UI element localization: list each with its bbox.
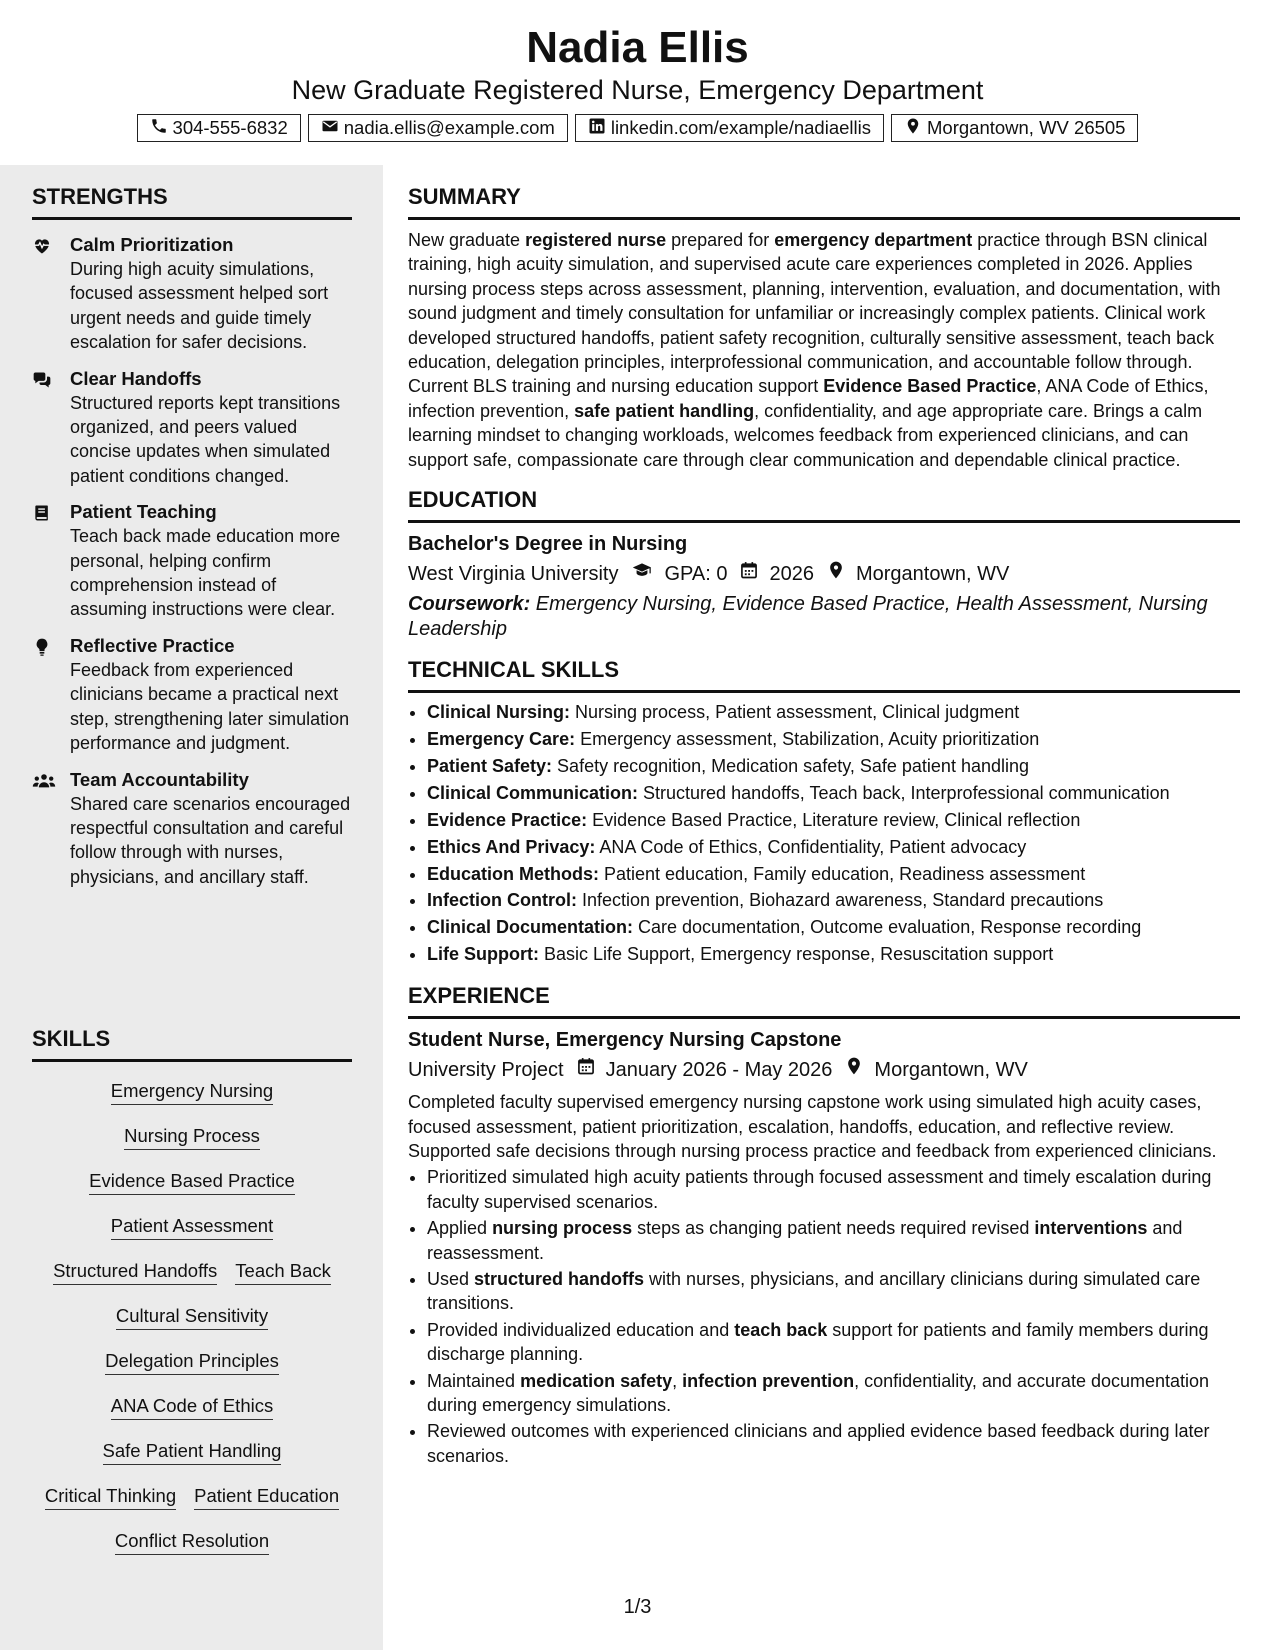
skill-tag: Cultural Sensitivity	[116, 1304, 268, 1330]
text-run: support for patients and family members during discharge planning.	[427, 1319, 1209, 1365]
bold-text: structured handoffs	[474, 1268, 645, 1289]
bold-text: medication safety	[520, 1370, 673, 1391]
strength-desc: Feedback from experienced clinicians became a practical next step, strengthening later simulation performance and judgment.	[70, 659, 350, 754]
main-content	[408, 183, 1240, 1470]
text-run: Care documentation, Outcome evaluation, Response recording	[633, 917, 1142, 938]
chat-icon	[32, 367, 70, 489]
strengths-heading: STRENGTHS	[32, 183, 352, 220]
location-text: Morgantown, WV 26505	[927, 117, 1126, 138]
graduation-year: 2026	[769, 563, 814, 586]
text-run: Prioritized simulated high acuity patients through focused assessment and timely escalation during faculty supervised scenarios.	[427, 1167, 1212, 1212]
experience-bullets	[408, 1165, 1240, 1468]
strength-desc: During high acuity simulations, focused assessment helped sort urgent needs and guide timely escalation for safer decisions.	[70, 259, 329, 353]
job-location: Morgantown, WV	[874, 1059, 1028, 1082]
technical-skill-item	[427, 753, 1240, 780]
strength-title: Team Accountability	[70, 768, 249, 790]
strength-title: Calm Prioritization	[70, 234, 234, 255]
bold-text: Patient Safety:	[427, 755, 553, 776]
skill-tag: Emergency Nursing	[111, 1079, 273, 1105]
strength-item	[32, 233, 352, 355]
skill-tag: ANA Code of Ethics	[111, 1394, 273, 1420]
strength-item	[32, 768, 352, 890]
experience-bullet	[427, 1369, 1240, 1418]
candidate-title: New Graduate Registered Nurse, Emergency Department	[291, 75, 984, 105]
text-run: ,	[672, 1370, 683, 1391]
coursework	[408, 592, 1240, 642]
experience-section	[408, 982, 1240, 1468]
skill-tag: Evidence Based Practice	[89, 1169, 295, 1195]
heartbeat-icon	[32, 233, 70, 355]
bold-text: Evidence Based Practice	[823, 376, 1037, 397]
text-run: , ANA Code of Ethics, infection prevention,	[408, 376, 1209, 421]
contact-email[interactable]	[308, 114, 568, 142]
bold-text: interventions	[1034, 1218, 1148, 1239]
experience-heading: EXPERIENCE	[408, 982, 1240, 1019]
contact-location[interactable]	[891, 114, 1138, 142]
bold-text: Education Methods:	[427, 863, 599, 884]
coursework-label: Coursework:	[408, 593, 531, 616]
bold-text: safe patient handling	[574, 400, 755, 421]
skill-tag: Critical Thinking	[45, 1484, 176, 1510]
technical-skill-item	[427, 699, 1240, 726]
experience-description: Completed faculty supervised emergency nursing capstone work using simulated high acuity cases, focused assessment, patient prioritization, escalation, handoffs, education, and reflective review. Supported safe decisions through nursing process practice and feedback from experienced clinicians.	[408, 1092, 1217, 1161]
experience-meta	[408, 1056, 1240, 1084]
contact-bar	[0, 114, 1275, 142]
school-location: Morgantown, WV	[855, 563, 1010, 586]
technical-skill-item	[427, 834, 1240, 861]
skills-section	[32, 1025, 352, 1555]
education-section	[408, 486, 1240, 642]
skill-tag: Safe Patient Handling	[103, 1439, 282, 1465]
text-run: Basic Life Support, Emergency response, Resuscitation support	[538, 944, 1054, 965]
experience-bullet	[427, 1267, 1240, 1316]
book-icon	[32, 500, 70, 622]
calendar-icon	[727, 560, 769, 588]
technical-skills-section	[408, 656, 1240, 968]
bold-text: emergency department	[774, 230, 973, 250]
experience-bullet	[427, 1216, 1240, 1265]
summary-heading: SUMMARY	[408, 183, 1240, 220]
technical-skill-item	[427, 941, 1240, 968]
bold-text: nursing process	[492, 1218, 633, 1239]
bold-text: Clinical Communication:	[427, 782, 639, 803]
location-icon	[904, 117, 922, 140]
location-icon	[814, 560, 856, 588]
technical-skill-item	[427, 726, 1240, 753]
contact-phone[interactable]	[137, 114, 301, 142]
strength-desc: Structured reports kept transitions organized, and peers valued concise updates when simulated patient conditions changed.	[70, 392, 341, 486]
bold-text: Clinical Nursing:	[427, 702, 571, 723]
bold-text: Clinical Documentation:	[427, 917, 634, 938]
strength-title: Patient Teaching	[70, 501, 217, 523]
job-dates: January 2026 - May 2026	[605, 1059, 833, 1082]
phone-text: 304-555-6832	[172, 117, 288, 138]
bold-text: Ethics And Privacy:	[427, 836, 596, 857]
graduation-cap-icon	[618, 560, 664, 588]
email-icon	[321, 117, 339, 140]
text-run: New graduate	[408, 230, 526, 250]
text-run: Maintained	[427, 1370, 521, 1391]
strength-title: Clear Handoffs	[70, 367, 202, 389]
summary-section	[408, 183, 1240, 472]
linkedin-icon	[588, 117, 606, 140]
job-title: Student Nurse, Emergency Nursing Capstone	[408, 1029, 842, 1052]
education-meta	[408, 560, 1240, 588]
text-run: , confidentiality, and age appropriate care. Brings a calm learning mindset to changing workloads, welcomes feedback from experienced clinicians, and can support safe, compassionate care through clear communication and dependable clinical practice.	[408, 400, 1203, 470]
strength-desc: Teach back made education more personal, helping confirm comprehension instead of assuming instructions were clear.	[70, 526, 341, 620]
linkedin-text: linkedin.com/example/nadiaellis	[610, 117, 871, 138]
summary-text	[408, 228, 1240, 472]
text-run: , confidentiality, and accurate documentation during emergency simulations.	[427, 1370, 1210, 1415]
technical-skill-item	[427, 780, 1240, 807]
skill-tag: Structured Handoffs	[53, 1259, 217, 1285]
team-icon	[32, 768, 70, 890]
text-run: Provided individualized education and	[427, 1319, 735, 1340]
school-name: West Virginia University	[408, 563, 619, 586]
skill-tag: Teach Back	[235, 1259, 331, 1285]
text-run: practice through BSN clinical training, high acuity simulation, and supervised acute care experiences completed in 2026. Applies nursing process steps across assessment, planning, intervention, evaluation, and documentation, with sound judgment and timely consultation for unfamiliar or increasingly complex patients. Clinical work developed structured handoffs, patient safety recognition, culturally sensitive assessment, teach back education, delegation principles, interprofessional communication, and accountable follow through. Current BLS training and nursing education support	[408, 230, 1221, 397]
text-run: prepared for	[666, 230, 775, 250]
strength-item	[32, 500, 352, 622]
page-number: 1/3	[623, 1596, 652, 1618]
text-run: Evidence Based Practice, Literature review, Clinical reflection	[587, 809, 1081, 830]
text-run: steps as changing patient needs required revised	[632, 1218, 1035, 1239]
skills-list	[32, 1079, 352, 1555]
skill-tag: Conflict Resolution	[115, 1529, 269, 1555]
experience-bullet	[427, 1419, 1240, 1468]
degree-title: Bachelor's Degree in Nursing	[408, 533, 688, 556]
candidate-name: Nadia Ellis	[526, 23, 749, 72]
text-run: Applied	[427, 1218, 493, 1239]
coursework-list: Emergency Nursing, Evidence Based Practice, Health Assessment, Nursing Leadership	[408, 593, 1208, 641]
skills-heading: SKILLS	[32, 1025, 352, 1062]
technical-skill-item	[427, 807, 1240, 834]
bold-text: Life Support:	[427, 944, 539, 965]
text-run: Nursing process, Patient assessment, Clinical judgment	[570, 702, 1020, 723]
technical-skill-item	[427, 914, 1240, 941]
sidebar	[0, 165, 383, 1650]
calendar-icon	[564, 1056, 606, 1084]
education-heading: EDUCATION	[408, 486, 1240, 523]
skill-tag: Delegation Principles	[105, 1349, 279, 1375]
text-run: Used	[427, 1268, 475, 1289]
skill-tag: Patient Assessment	[111, 1214, 273, 1240]
technical-skills-heading: TECHNICAL SKILLS	[408, 656, 1240, 693]
text-run: ANA Code of Ethics, Confidentiality, Patient advocacy	[595, 836, 1027, 857]
text-run: Infection prevention, Biohazard awareness, Standard precautions	[576, 890, 1104, 911]
text-run: Emergency assessment, Stabilization, Acuity prioritization	[575, 728, 1040, 749]
bold-text: Emergency Care:	[427, 728, 576, 749]
text-run: and reassessment.	[427, 1218, 1183, 1263]
strength-desc: Shared care scenarios encouraged respectful consultation and careful follow through with nurses, physicians, and ancillary staff.	[70, 793, 351, 887]
email-text: nadia.ellis@example.com	[343, 117, 555, 138]
bold-text: teach back	[734, 1319, 828, 1340]
strength-item	[32, 367, 352, 489]
text-run: Structured handoffs, Teach back, Interprofessional communication	[638, 782, 1170, 803]
strength-item	[32, 634, 352, 756]
text-run: Reviewed outcomes with experienced clinicians and applied evidence based feedback during later scenarios.	[427, 1421, 1210, 1466]
text-run: Patient education, Family education, Readiness assessment	[599, 863, 1086, 884]
gpa: GPA: 0	[664, 563, 728, 586]
text-run: with nurses, physicians, and ancillary clinicians during simulated care transitions.	[427, 1268, 1201, 1314]
organization: University Project	[408, 1059, 564, 1082]
contact-linkedin[interactable]	[575, 114, 884, 142]
phone-icon	[150, 117, 168, 140]
experience-bullet	[427, 1318, 1240, 1367]
bold-text: registered nurse	[525, 230, 667, 250]
skill-tag: Nursing Process	[124, 1124, 260, 1150]
technical-skills-list	[408, 699, 1240, 968]
strength-title: Reflective Practice	[70, 634, 235, 656]
technical-skill-item	[427, 887, 1240, 914]
text-run: Safety recognition, Medication safety, Safe patient handling	[552, 755, 1030, 776]
strengths-section	[32, 183, 352, 889]
bold-text: infection prevention	[682, 1370, 855, 1391]
lightbulb-icon	[32, 634, 70, 756]
bold-text: Evidence Practice:	[427, 809, 588, 830]
location-icon	[832, 1056, 874, 1084]
bold-text: Infection Control:	[427, 890, 577, 911]
experience-bullet	[427, 1165, 1240, 1214]
technical-skill-item	[427, 861, 1240, 888]
skill-tag: Patient Education	[194, 1484, 339, 1510]
